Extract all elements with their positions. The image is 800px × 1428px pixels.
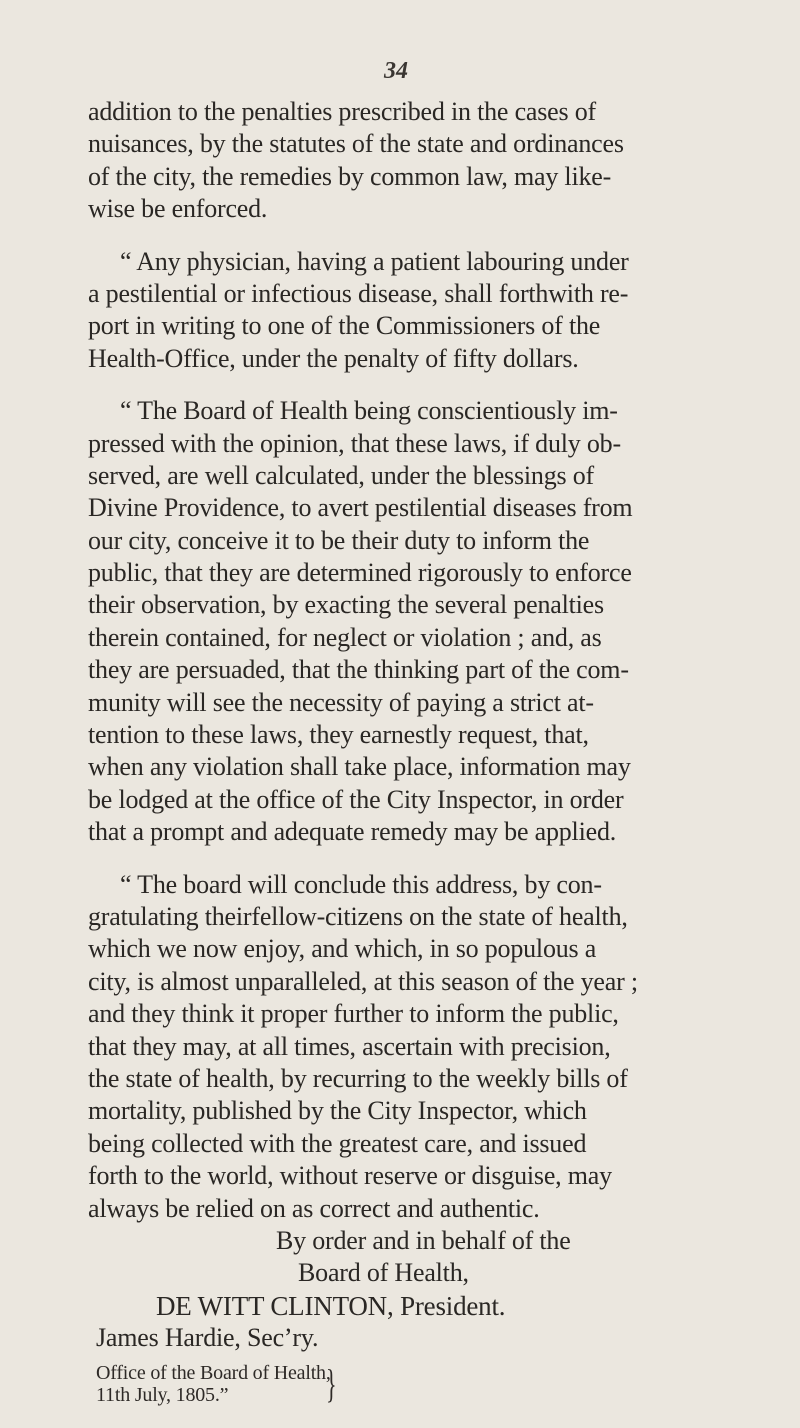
text-line: Health-Office, under the penalty of fifty dollars. <box>88 343 579 373</box>
body-text <box>88 96 718 1354</box>
text-line: that they may, at all times, ascertain with precision, <box>88 1031 611 1061</box>
text-line: forth to the world, without reserve or disguise, may <box>88 1161 612 1191</box>
text-line: addition to the penalties prescribed in the cases of <box>88 97 596 126</box>
text-line: the state of health, by recurring to the weekly bills of <box>88 1063 628 1093</box>
text-line: gratulating theirfellow-citizens on the state of health, <box>88 901 628 931</box>
text-line: a pestilential or infectious disease, shall forthwith re- <box>88 278 629 308</box>
page-number: 34 <box>384 58 408 84</box>
signature-order-line: By order and in behalf of the <box>276 1225 571 1255</box>
text-line: always be relied on as correct and authentic. <box>88 1193 540 1223</box>
text-line: when any violation shall take place, information may <box>88 752 631 782</box>
text-line: that a prompt and adequate remedy may be applied. <box>88 817 617 847</box>
text-line: city, is almost unparalleled, at this season of the year ; <box>88 966 638 996</box>
text-line: public, that they are determined rigorously to enforce <box>88 558 632 588</box>
text-line: of the city, the remedies by common law, may like- <box>88 161 612 191</box>
signature-block <box>88 1225 718 1355</box>
signature-president: DE WITT CLINTON, President. <box>156 1290 506 1321</box>
text-line: port in writing to one of the Commissioners of the <box>88 311 601 341</box>
office-date-note <box>96 1362 331 1406</box>
text-line: mortality, published by the City Inspector, which <box>88 1096 587 1126</box>
date-line: 11th July, 1805.” <box>96 1384 229 1406</box>
paragraph-board-laws <box>88 395 718 848</box>
text-line: be lodged at the office of the City Inspector, in order <box>88 784 624 814</box>
text-line: “ The board will conclude this address, by con- <box>120 869 602 899</box>
text-line: and they think it proper further to inform the public, <box>88 999 619 1029</box>
text-line: served, are well calculated, under the blessings of <box>88 460 594 490</box>
text-line: our city, conceive it to be their duty to inform the <box>88 525 590 555</box>
paragraph-physician <box>88 246 718 376</box>
paragraph-penalties <box>88 96 718 226</box>
text-line: “ Any physician, having a patient labouring under <box>120 246 629 276</box>
text-line: nuisances, by the statutes of the state and ordinances <box>88 129 624 159</box>
text-line: munity will see the necessity of paying a strict at- <box>88 687 594 717</box>
signature-secretary: James Hardie, Sec’ry. <box>96 1323 319 1353</box>
text-line: tention to these laws, they earnestly request, that, <box>88 720 589 750</box>
text-line: their observation, by exacting the several penalties <box>88 590 604 620</box>
text-line: “ The Board of Health being conscientiously im- <box>120 396 618 426</box>
text-line: pressed with the opinion, that these laws, if duly ob- <box>88 428 621 458</box>
paragraph-conclusion <box>88 869 718 1225</box>
signature-board-line: Board of Health, <box>298 1258 469 1288</box>
office-line: Office of the Board of Health, <box>96 1362 331 1384</box>
text-line: therein contained, for neglect or violation ; and, as <box>88 622 602 652</box>
text-line: Divine Providence, to avert pestilential diseases from <box>88 493 633 523</box>
brace-symbol: } <box>326 1361 337 1406</box>
text-line: wise be enforced. <box>88 194 268 224</box>
text-line: which we now enjoy, and which, in so populous a <box>88 934 597 964</box>
text-line: being collected with the greatest care, and issued <box>88 1128 587 1158</box>
text-line: they are persuaded, that the thinking part of the com- <box>88 655 629 685</box>
